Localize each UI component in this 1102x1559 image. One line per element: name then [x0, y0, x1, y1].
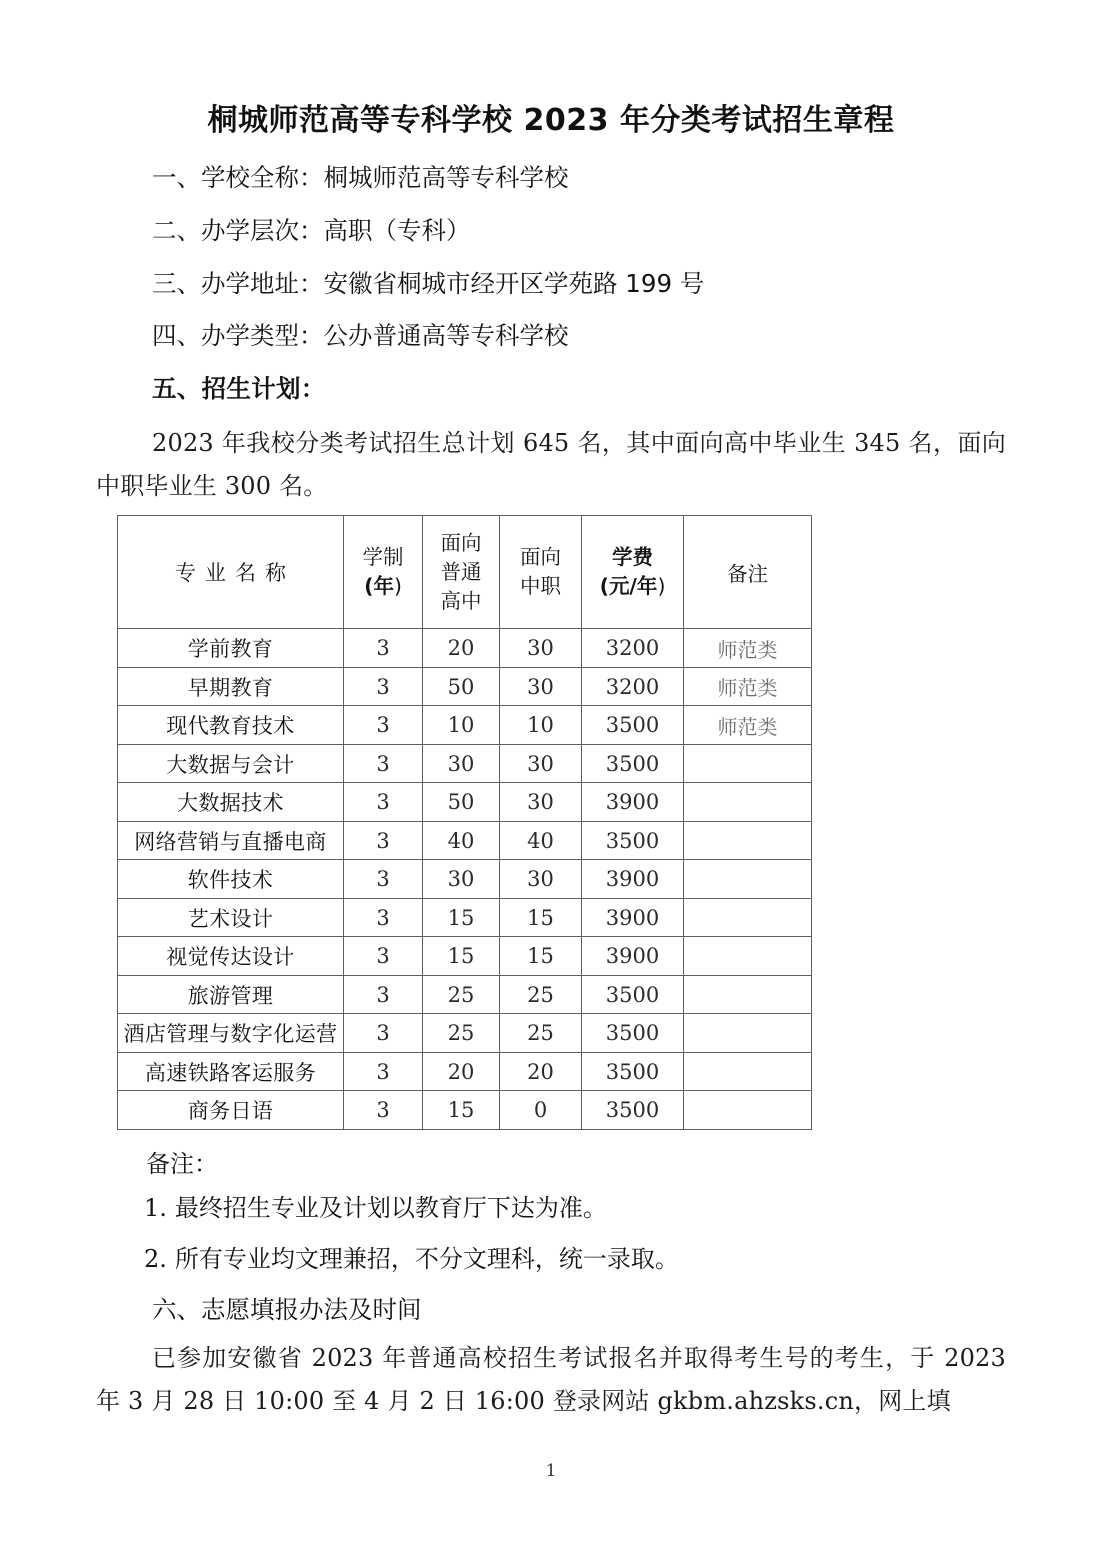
cell-remark	[684, 937, 812, 976]
table-header	[118, 516, 812, 629]
notes-heading: 备注：	[146, 1149, 218, 1178]
cell-fee: 3200	[582, 629, 684, 668]
cell-fee: 3500	[582, 821, 684, 860]
cell-years: 3	[344, 706, 423, 745]
cell-major: 大数据技术	[118, 783, 344, 822]
column-header-vocational-line1: 面向	[520, 545, 561, 570]
cell-fee: 3500	[582, 1091, 684, 1130]
column-header-years-line1: 学制	[362, 545, 404, 570]
cell-years: 3	[344, 821, 423, 860]
cell-remark	[684, 1052, 812, 1091]
column-header-remark-label: 备注	[727, 562, 768, 587]
years-paren-open: (	[364, 574, 374, 599]
cell-years: 3	[344, 975, 423, 1014]
cell-general: 15	[423, 937, 500, 976]
cell-general: 40	[423, 821, 500, 860]
cell-remark	[684, 898, 812, 937]
column-header-fee-line1: 学费	[612, 545, 653, 570]
cell-fee: 3900	[582, 937, 684, 976]
cell-years: 3	[344, 860, 423, 899]
section-school-address: 三、办学地址：安徽省桐城市经开区学苑路 199 号	[152, 268, 705, 298]
cell-remark	[684, 1014, 812, 1053]
years-unit: 年	[373, 574, 394, 599]
cell-vocational: 30	[500, 860, 582, 899]
column-header-general-line2: 普通	[440, 559, 482, 584]
cell-vocational: 10	[500, 706, 582, 745]
cell-major: 艺术设计	[118, 898, 344, 937]
column-header-general-line3: 高中	[440, 588, 482, 613]
cell-years: 3	[344, 1091, 423, 1130]
enrollment-summary-paragraph: 2023 年我校分类考试招生总计划 645 名，其中面向高中毕业生 345 名，面向中职毕业生 300 名。	[96, 428, 1006, 500]
note-index-1: 1.	[144, 1193, 167, 1222]
section-school-type: 四、办学类型：公办普通高等专科学校	[152, 321, 569, 351]
cell-general: 50	[423, 667, 500, 706]
table-row	[118, 706, 812, 745]
cell-years: 3	[344, 1014, 423, 1053]
cell-general: 20	[423, 1052, 500, 1091]
cell-vocational: 25	[500, 975, 582, 1014]
cell-fee: 3900	[582, 860, 684, 899]
table-header-row	[118, 516, 812, 629]
cell-major: 视觉传达设计	[118, 937, 344, 976]
cell-general: 15	[423, 898, 500, 937]
cell-major: 现代教育技术	[118, 706, 344, 745]
cell-general: 10	[423, 706, 500, 745]
column-header-vocational-line2: 中职	[520, 574, 561, 599]
fee-paren-close: )	[657, 574, 666, 599]
note-text-1: 最终招生专业及计划以教育厅下达为准。	[174, 1193, 607, 1222]
cell-vocational: 15	[500, 898, 582, 937]
cell-remark: 师范类	[684, 706, 812, 745]
table-row	[118, 937, 812, 976]
enrollment-plan-table	[117, 515, 812, 1130]
fee-paren-open: (	[599, 574, 609, 599]
cell-fee: 3900	[582, 783, 684, 822]
table-row	[118, 744, 812, 783]
cell-remark	[684, 975, 812, 1014]
cell-fee: 3500	[582, 975, 684, 1014]
cell-general: 50	[423, 783, 500, 822]
table-row	[118, 667, 812, 706]
section-school-name: 一、学校全称：桐城师范高等专科学校	[152, 163, 569, 192]
table-row	[118, 860, 812, 899]
cell-fee: 3500	[582, 706, 684, 745]
cell-years: 3	[344, 1052, 423, 1091]
table-body	[118, 629, 812, 1130]
cell-major: 早期教育	[118, 667, 344, 706]
cell-general: 25	[423, 975, 500, 1014]
page-title: 桐城师范高等专科学校 2023 年分类考试招生章程	[207, 103, 895, 138]
cell-general: 20	[423, 629, 500, 668]
note-index-2: 2.	[144, 1244, 167, 1273]
cell-general: 30	[423, 744, 500, 783]
table-row	[118, 629, 812, 668]
cell-vocational: 30	[500, 783, 582, 822]
cell-fee: 3900	[582, 898, 684, 937]
column-header-years	[344, 516, 423, 629]
cell-vocational: 15	[500, 937, 582, 976]
note-item-1	[96, 1183, 1006, 1234]
cell-remark	[684, 783, 812, 822]
table-row	[118, 1091, 812, 1130]
cell-major: 酒店管理与数字化运营	[118, 1014, 344, 1053]
table-row	[118, 1052, 812, 1091]
note-item-2	[96, 1234, 1006, 1285]
cell-fee: 3500	[582, 1052, 684, 1091]
cell-remark	[684, 744, 812, 783]
cell-years: 3	[344, 629, 423, 668]
table-row	[118, 1014, 812, 1053]
cell-vocational: 0	[500, 1091, 582, 1130]
cell-general: 15	[423, 1091, 500, 1130]
cell-major: 商务日语	[118, 1091, 344, 1130]
cell-major: 学前教育	[118, 629, 344, 668]
cell-fee: 3500	[582, 1014, 684, 1053]
section-apply-method: 六、志愿填报办法及时间	[152, 1295, 422, 1325]
cell-remark	[684, 821, 812, 860]
column-header-years-line2	[344, 572, 422, 601]
column-header-major	[118, 516, 344, 629]
cell-general: 30	[423, 860, 500, 899]
cell-vocational: 30	[500, 744, 582, 783]
cell-remark: 师范类	[684, 629, 812, 668]
cell-years: 3	[344, 744, 423, 783]
cell-remark	[684, 860, 812, 899]
cell-major: 旅游管理	[118, 975, 344, 1014]
cell-years: 3	[344, 667, 423, 706]
column-header-vocational	[500, 516, 582, 629]
cell-major: 软件技术	[118, 860, 344, 899]
cell-major: 网络营销与直播电商	[118, 821, 344, 860]
column-header-general-line1: 面向	[440, 530, 482, 555]
column-header-major-label: 专业名称	[175, 561, 295, 586]
cell-vocational: 40	[500, 821, 582, 860]
table-row	[118, 821, 812, 860]
cell-vocational: 30	[500, 667, 582, 706]
table-row	[118, 783, 812, 822]
column-header-remark	[684, 516, 812, 629]
table-row	[118, 975, 812, 1014]
enrollment-plan-table-wrapper	[96, 507, 1006, 1130]
cell-fee: 3500	[582, 744, 684, 783]
cell-major: 高速铁路客运服务	[118, 1052, 344, 1091]
column-header-fee-line2	[582, 572, 683, 601]
cell-years: 3	[344, 937, 423, 976]
cell-major: 大数据与会计	[118, 744, 344, 783]
column-header-fee	[582, 516, 684, 629]
table-row	[118, 898, 812, 937]
section-enrollment-plan: 五、招生计划：	[152, 374, 326, 404]
cell-vocational: 25	[500, 1014, 582, 1053]
cell-years: 3	[344, 783, 423, 822]
note-text-2: 所有专业均文理兼招，不分文理科，统一录取。	[174, 1244, 679, 1273]
years-paren-close: )	[393, 574, 402, 599]
page-number: 1	[545, 1461, 557, 1481]
cell-fee: 3200	[582, 667, 684, 706]
fee-unit: 元/年	[608, 574, 658, 599]
cell-vocational: 30	[500, 629, 582, 668]
cell-remark	[684, 1091, 812, 1130]
column-header-general	[423, 516, 500, 629]
cell-vocational: 20	[500, 1052, 582, 1091]
section-school-level: 二、办学层次：高职（专科）	[152, 215, 471, 245]
cell-remark: 师范类	[684, 667, 812, 706]
cell-years: 3	[344, 898, 423, 937]
apply-detail-paragraph: 已参加安徽省 2023 年普通高校招生考试报名并取得考生号的考生，于 2023 年 3 月 28 日 10:00 至 4 月 2 日 16:00 登录网站 gkbm.ahzsks.cn，网上填	[96, 1344, 1006, 1415]
cell-general: 25	[423, 1014, 500, 1053]
